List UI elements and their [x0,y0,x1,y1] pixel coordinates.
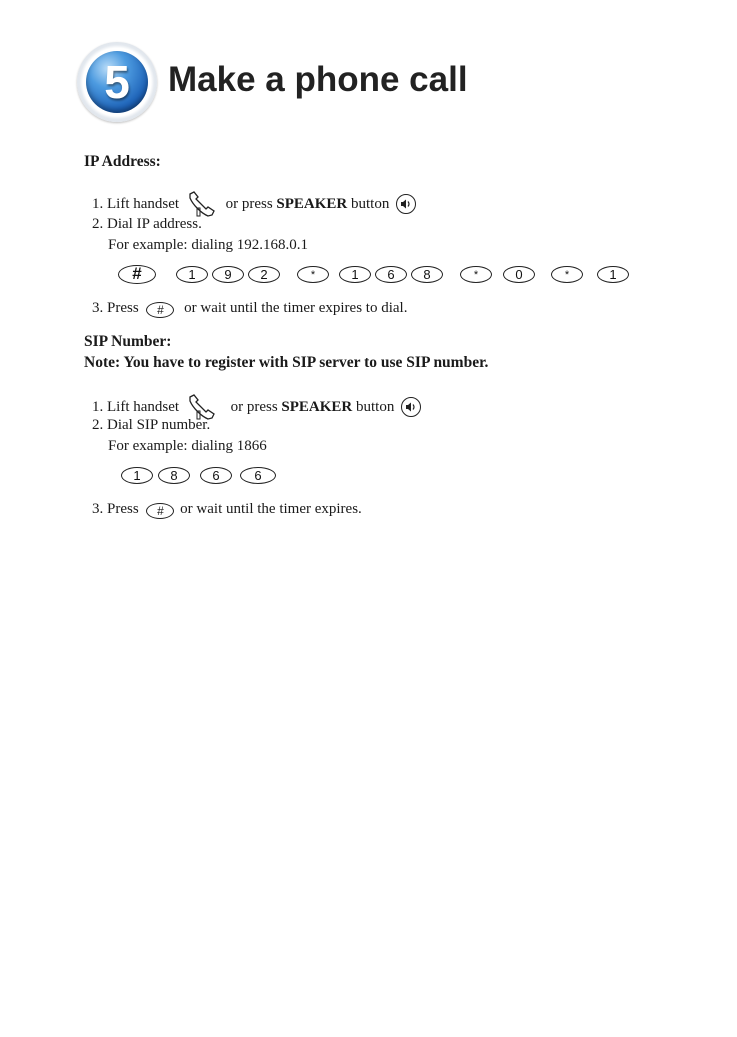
sip-example: For example: dialing 1866 [108,438,267,454]
ip-step-2 [92,214,202,234]
key-0: 0 [503,266,535,283]
step-text: or press [230,399,278,415]
step-text: or wait until the timer expires. [180,501,362,517]
step-text: Press [107,300,139,316]
step-number: 2. [92,216,104,232]
step-badge [77,42,157,122]
sip-note: Note: You have to register with SIP server to use SIP number. [84,354,489,371]
step-text: Press [107,501,139,517]
key-8: 8 [158,467,190,484]
key-1: 1 [176,266,208,283]
key-1: 1 [597,266,629,283]
key-star: * [297,266,329,283]
step-text: Lift handset [107,196,180,212]
speaker-label: SPEAKER [281,399,353,415]
sip-step-2 [92,415,210,435]
step-number: 2. [92,417,104,433]
step-text: Dial IP address. [107,216,202,232]
step-number: 3. [92,501,104,517]
key-6: 6 [375,266,407,283]
hash-key-icon: # [146,302,174,318]
step-text: or press [225,196,273,212]
step-badge-inner [86,51,148,113]
speaker-icon [396,194,416,214]
speaker-label: SPEAKER [276,196,348,212]
step-number: 1. [92,196,104,212]
hash-key-icon: # [146,503,174,519]
step-number: 1. [92,399,104,415]
step-text: button [356,399,395,415]
step-text: Lift handset [107,399,180,415]
step-text: button [351,196,390,212]
key-6: 6 [200,467,232,484]
ip-address-heading: IP Address: [84,153,161,170]
key-8: 8 [411,266,443,283]
ip-example: For example: dialing 192.168.0.1 [108,237,308,253]
step-number: 5 [104,56,130,108]
sip-step-3 [92,499,362,519]
key-2: 2 [248,266,280,283]
step-number: 3. [92,300,104,316]
sip-number-heading: SIP Number: [84,333,172,350]
key-9: 9 [212,266,244,283]
step-text: or wait until the timer expires to dial. [184,300,408,316]
speaker-icon [401,397,421,417]
key-star: * [460,266,492,283]
page-title: Make a phone call [168,60,468,99]
key-6: 6 [240,467,276,484]
step-text: Dial SIP number. [107,417,211,433]
key-1: 1 [339,266,371,283]
key-star: * [551,266,583,283]
key-hash: # [118,265,156,284]
key-1: 1 [121,467,153,484]
ip-step-3 [92,298,407,318]
